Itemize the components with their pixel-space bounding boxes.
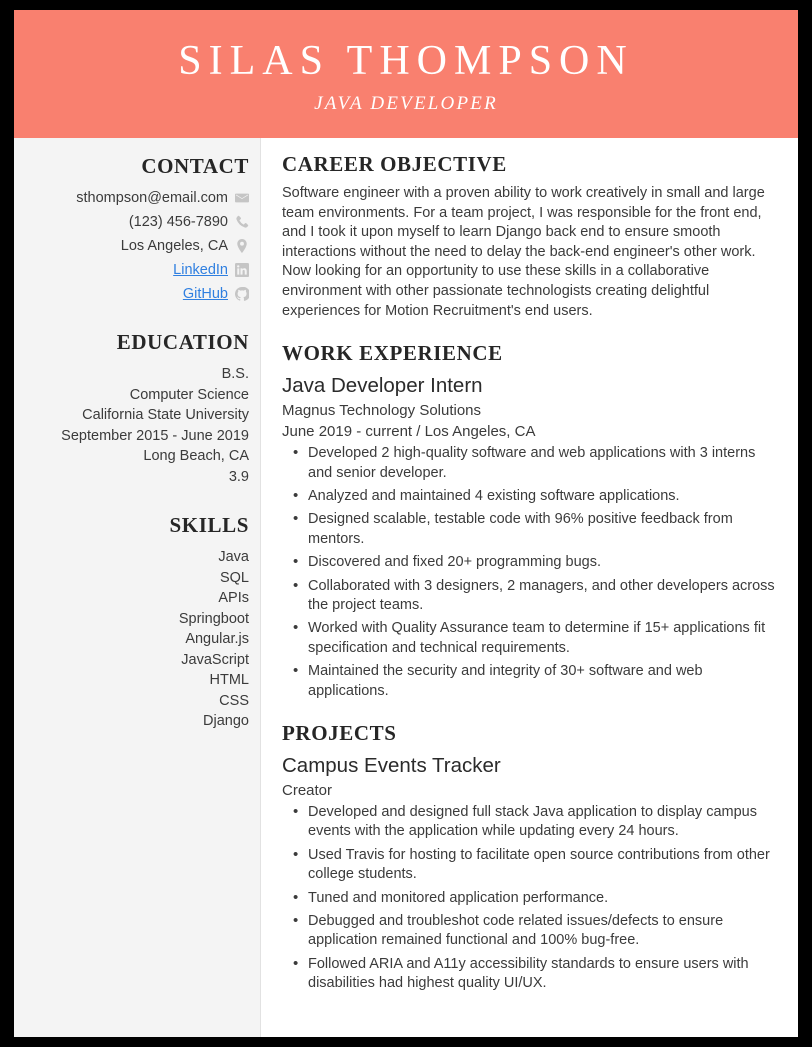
contact-item-label[interactable]: GitHub [182, 286, 228, 302]
education-line: Long Beach, CA [143, 448, 249, 464]
sidebar [14, 138, 261, 1037]
education-line: 3.9 [228, 468, 249, 485]
contact-item [24, 188, 249, 208]
skill-item: HTML [209, 672, 249, 688]
bullet-item: • Debugged and troubleshot code related issues/defects to ensure application remained functional and 100% bug-free. [282, 912, 776, 951]
career-objective-text: Software engineer with a proven ability to work creatively in small and large team environments. For a team project, I was responsible for the front end, and I took it upon myself to learn Django back end to ensure smooth interactions without the need to delay the back-end engineer's other work. Now looking for an opportunity to use these skills in a collaborative environment with other passionate technologists creating delightful experiences for Motion Recruitment's end users. [282, 185, 765, 319]
job-dates-location: June 2019 - current / Los Angeles, CA [282, 423, 536, 441]
github-icon [235, 287, 249, 301]
education-line: September 2015 - June 2019 [61, 427, 249, 444]
contact-item-label: (123) 456-7890 [128, 214, 228, 230]
skill-item: Angular.js [185, 631, 249, 647]
work-experience-section [282, 341, 776, 701]
project-role: Creator [282, 782, 333, 800]
contact-list [24, 188, 249, 304]
contact-item[interactable] [24, 260, 249, 280]
bullet-item: • Analyzed and maintained 4 existing software applications. [282, 487, 776, 506]
skill-item: JavaScript [181, 651, 249, 668]
map-pin-icon [235, 239, 249, 253]
contact-item [24, 236, 249, 256]
project-title: Campus Events Tracker [282, 754, 501, 778]
bullet-item: • Developed and designed full stack Java application to display campus events with the application while updating every 24 hours. [282, 803, 776, 842]
section-heading-education: EDUCATION [116, 330, 249, 354]
projects-section [282, 721, 776, 994]
job-title: Java Developer Intern [282, 374, 483, 398]
contact-item[interactable] [24, 284, 249, 304]
skill-item: Django [203, 713, 249, 729]
career-objective-section [282, 152, 776, 321]
bullet-item: • Followed ARIA and A11y accessibility standards to ensure users with disabilities had highest quality UI/UX. [282, 955, 776, 994]
contact-item-label: sthompson@email.com [76, 190, 228, 206]
section-heading-career-objective: CAREER OBJECTIVE [282, 152, 507, 176]
education-line: B.S. [221, 366, 249, 382]
contact-item-label[interactable]: LinkedIn [173, 262, 228, 278]
envelope-icon [235, 191, 249, 205]
bullet-item: • Discovered and fixed 20+ programming bugs. [282, 553, 776, 572]
page-title: SILAS THOMPSON [178, 37, 634, 84]
bullet-item: • Maintained the security and integrity of 30+ software and web applications. [282, 662, 776, 701]
project-bullet-list [282, 803, 776, 994]
bullet-item: • Tuned and monitored application performance. [282, 889, 776, 908]
linkedin-icon [235, 263, 249, 277]
contact-item [24, 212, 249, 232]
skills-list [24, 547, 249, 732]
skill-item: APIs [218, 590, 249, 606]
skill-item: Springboot [178, 610, 249, 627]
header-job-title: JAVA DEVELOPER [314, 93, 498, 115]
main-column [261, 138, 798, 1037]
section-heading-contact: CONTACT [141, 154, 249, 178]
work-bullet-list [282, 444, 776, 701]
bullet-item: • Designed scalable, testable code with 96% positive feedback from mentors. [282, 510, 776, 549]
job-company: Magnus Technology Solutions [282, 402, 482, 420]
education-line: California State University [82, 407, 249, 423]
phone-icon [235, 215, 249, 229]
bullet-item: • Collaborated with 3 designers, 2 managers, and other developers across the project teams. [282, 577, 776, 616]
skill-item: CSS [219, 692, 249, 709]
section-heading-projects: PROJECTS [282, 721, 397, 746]
section-heading-skills: SKILLS [169, 513, 249, 537]
skill-item: SQL [219, 569, 249, 586]
bullet-item: • Worked with Quality Assurance team to determine if 15+ applications fit specification and technical requirements. [282, 619, 776, 658]
education-line: Computer Science [129, 386, 249, 403]
bullet-item: • Used Travis for hosting to facilitate open source contributions from other college students. [282, 846, 776, 885]
bullet-item: • Developed 2 high-quality software and web applications with 3 interns and senior developer. [282, 444, 776, 483]
contact-item-label: Los Angeles, CA [120, 238, 228, 254]
resume-body [14, 138, 798, 1037]
skill-item: Java [218, 549, 249, 565]
resume-header-banner [14, 10, 798, 138]
resume-page [14, 10, 798, 1037]
section-heading-work-experience: WORK EXPERIENCE [282, 341, 503, 366]
education-list [24, 364, 249, 487]
